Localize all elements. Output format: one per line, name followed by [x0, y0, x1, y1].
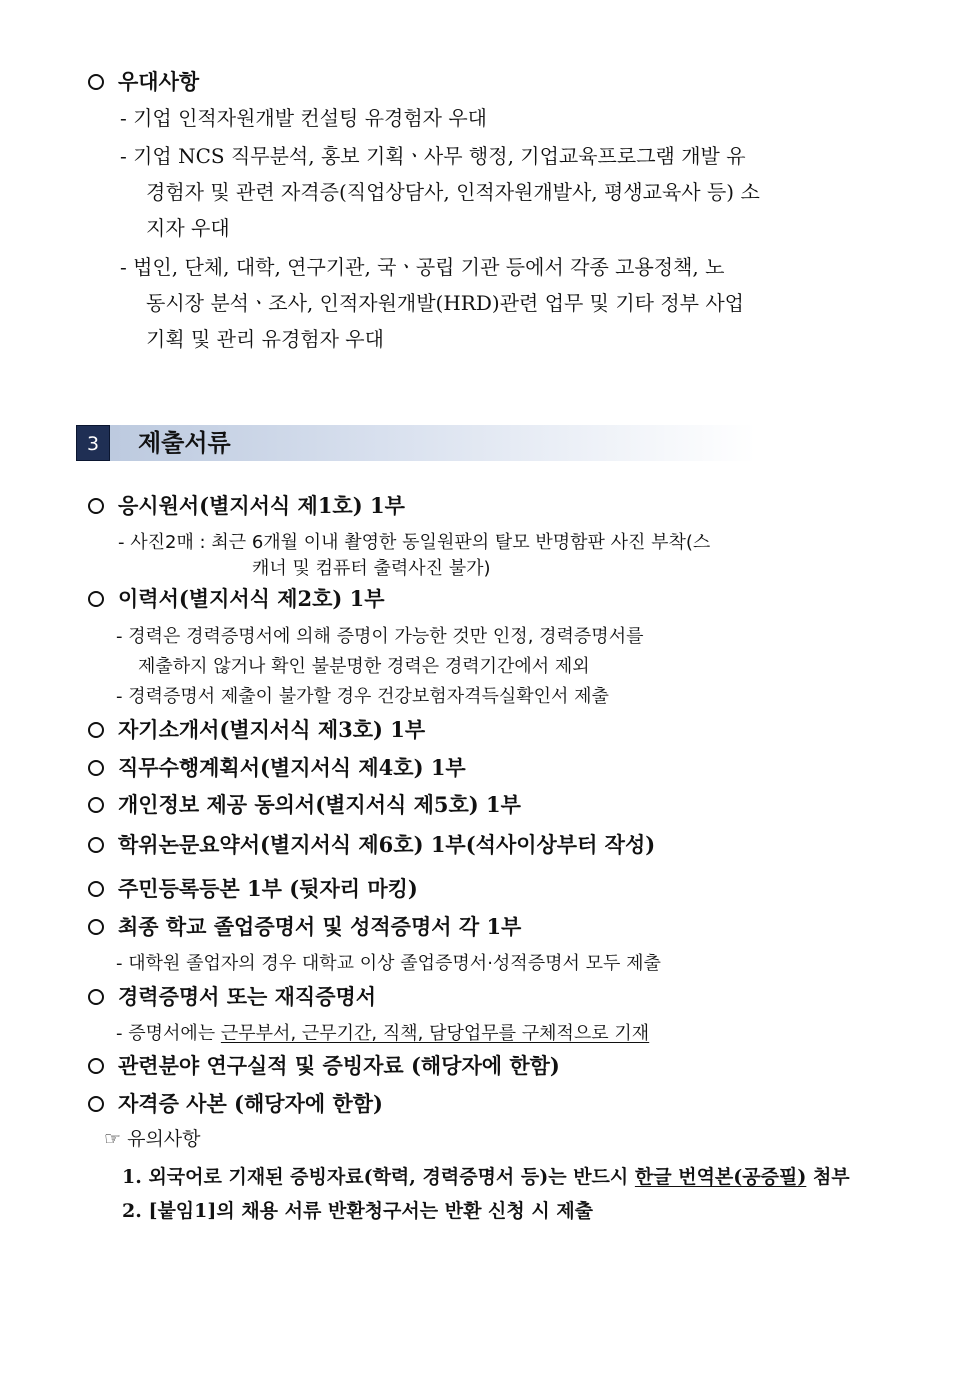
doc-note: - 증명서에는 근무부서, 근무기간, 직책, 담당업무를 구체적으로 기재 — [116, 1023, 650, 1044]
doc-application: 응시원서(별지서식 제1호) 1부 — [88, 490, 405, 520]
circle-bullet-icon — [88, 498, 104, 514]
doc-privacy: 개인정보 제공 동의서(별지서식 제5호) 1부 — [88, 789, 521, 819]
circle-bullet-icon — [88, 919, 104, 935]
doc-self-intro: 자기소개서(별지서식 제3호) 1부 — [88, 714, 425, 744]
doc-research: 관련분야 연구실적 및 증빙자료 (해당자에 한함) — [88, 1050, 560, 1080]
preferential-item-cont: 동시장 분석ㆍ조사, 인적자원개발(HRD)관련 업무 및 기타 정부 사업 — [146, 291, 744, 315]
pointing-hand-icon: ☞ — [104, 1128, 122, 1150]
preferential-item: - 기업 NCS 직무분석, 홍보 기획ㆍ사무 행정, 기업교육프로그램 개발 유 — [120, 144, 746, 168]
circle-bullet-icon — [88, 591, 104, 607]
section-title: 제출서류 — [138, 429, 231, 457]
circle-bullet-icon — [88, 797, 104, 813]
doc-note: - 경력은 경력증명서에 의해 증명이 가능한 것만 인정, 경력증명서를 — [116, 626, 644, 647]
doc-graduation: 최종 학교 졸업증명서 및 성적증명서 각 1부 — [88, 911, 521, 941]
preferential-item-cont: 경험자 및 관련 자격증(직업상담사, 인적자원개발사, 평생교육사 등) 소 — [146, 180, 760, 204]
circle-bullet-icon — [88, 1058, 104, 1074]
doc-resident: 주민등록등본 1부 (뒷자리 마킹) — [88, 873, 418, 903]
preferential-item: - 법인, 단체, 대학, 연구기관, 국ㆍ공립 기관 등에서 각종 고용정책, 노 — [120, 255, 725, 279]
circle-bullet-icon — [88, 1096, 104, 1112]
preferential-item-cont: 기획 및 관리 유경험자 우대 — [146, 327, 384, 351]
underlined-text: 근무부서, 근무기간, 직책, 담당업무를 구체적으로 기재 — [220, 1023, 650, 1044]
doc-note-cont: 제출하지 않거나 확인 불분명한 경력은 경력기간에서 제외 — [138, 656, 590, 677]
doc-resume: 이력서(별지서식 제2호) 1부 — [88, 583, 385, 613]
notes-item-2: 2. [붙임1]의 채용 서류 반환청구서는 반환 신청 시 제출 — [122, 1200, 594, 1222]
circle-bullet-icon — [88, 837, 104, 853]
circle-bullet-icon — [88, 760, 104, 776]
doc-note-cont: 캐너 및 컴퓨터 출력사진 불가) — [252, 558, 491, 579]
notes-item-1: 1. 외국어로 기재된 증빙자료(학력, 경력증명서 등)는 반드시 한글 번역본(공증필) 첨부 — [122, 1166, 850, 1188]
section-number: 3 — [76, 425, 110, 461]
doc-license: 자격증 사본 (해당자에 한함) — [88, 1088, 383, 1118]
preferential-item-cont: 지자 우대 — [146, 216, 230, 240]
underlined-text: 한글 번역본(공증필) — [634, 1166, 807, 1188]
circle-bullet-icon — [88, 989, 104, 1005]
section-header — [76, 425, 756, 461]
circle-bullet-icon — [88, 74, 104, 90]
doc-note: - 대학원 졸업자의 경우 대학교 이상 졸업증명서·성적증명서 모두 제출 — [116, 953, 661, 974]
doc-note: - 경력증명서 제출이 불가할 경우 건강보험자격득실확인서 제출 — [116, 686, 609, 707]
preferential-item: - 기업 인적자원개발 컨설팅 유경험자 우대 — [120, 106, 487, 130]
doc-job-plan: 직무수행계획서(별지서식 제4호) 1부 — [88, 752, 466, 782]
preferential-heading: 우대사항 — [88, 66, 199, 96]
notes-heading: ☞ 유의사항 — [104, 1128, 201, 1150]
circle-bullet-icon — [88, 722, 104, 738]
doc-career: 경력증명서 또는 재직증명서 — [88, 981, 376, 1011]
circle-bullet-icon — [88, 881, 104, 897]
doc-note: - 사진2매 : 최근 6개월 이내 촬영한 동일원판의 탈모 반명함판 사진 부착(스 — [118, 532, 711, 553]
doc-thesis: 학위논문요약서(별지서식 제6호) 1부(석사이상부터 작성) — [88, 829, 655, 859]
